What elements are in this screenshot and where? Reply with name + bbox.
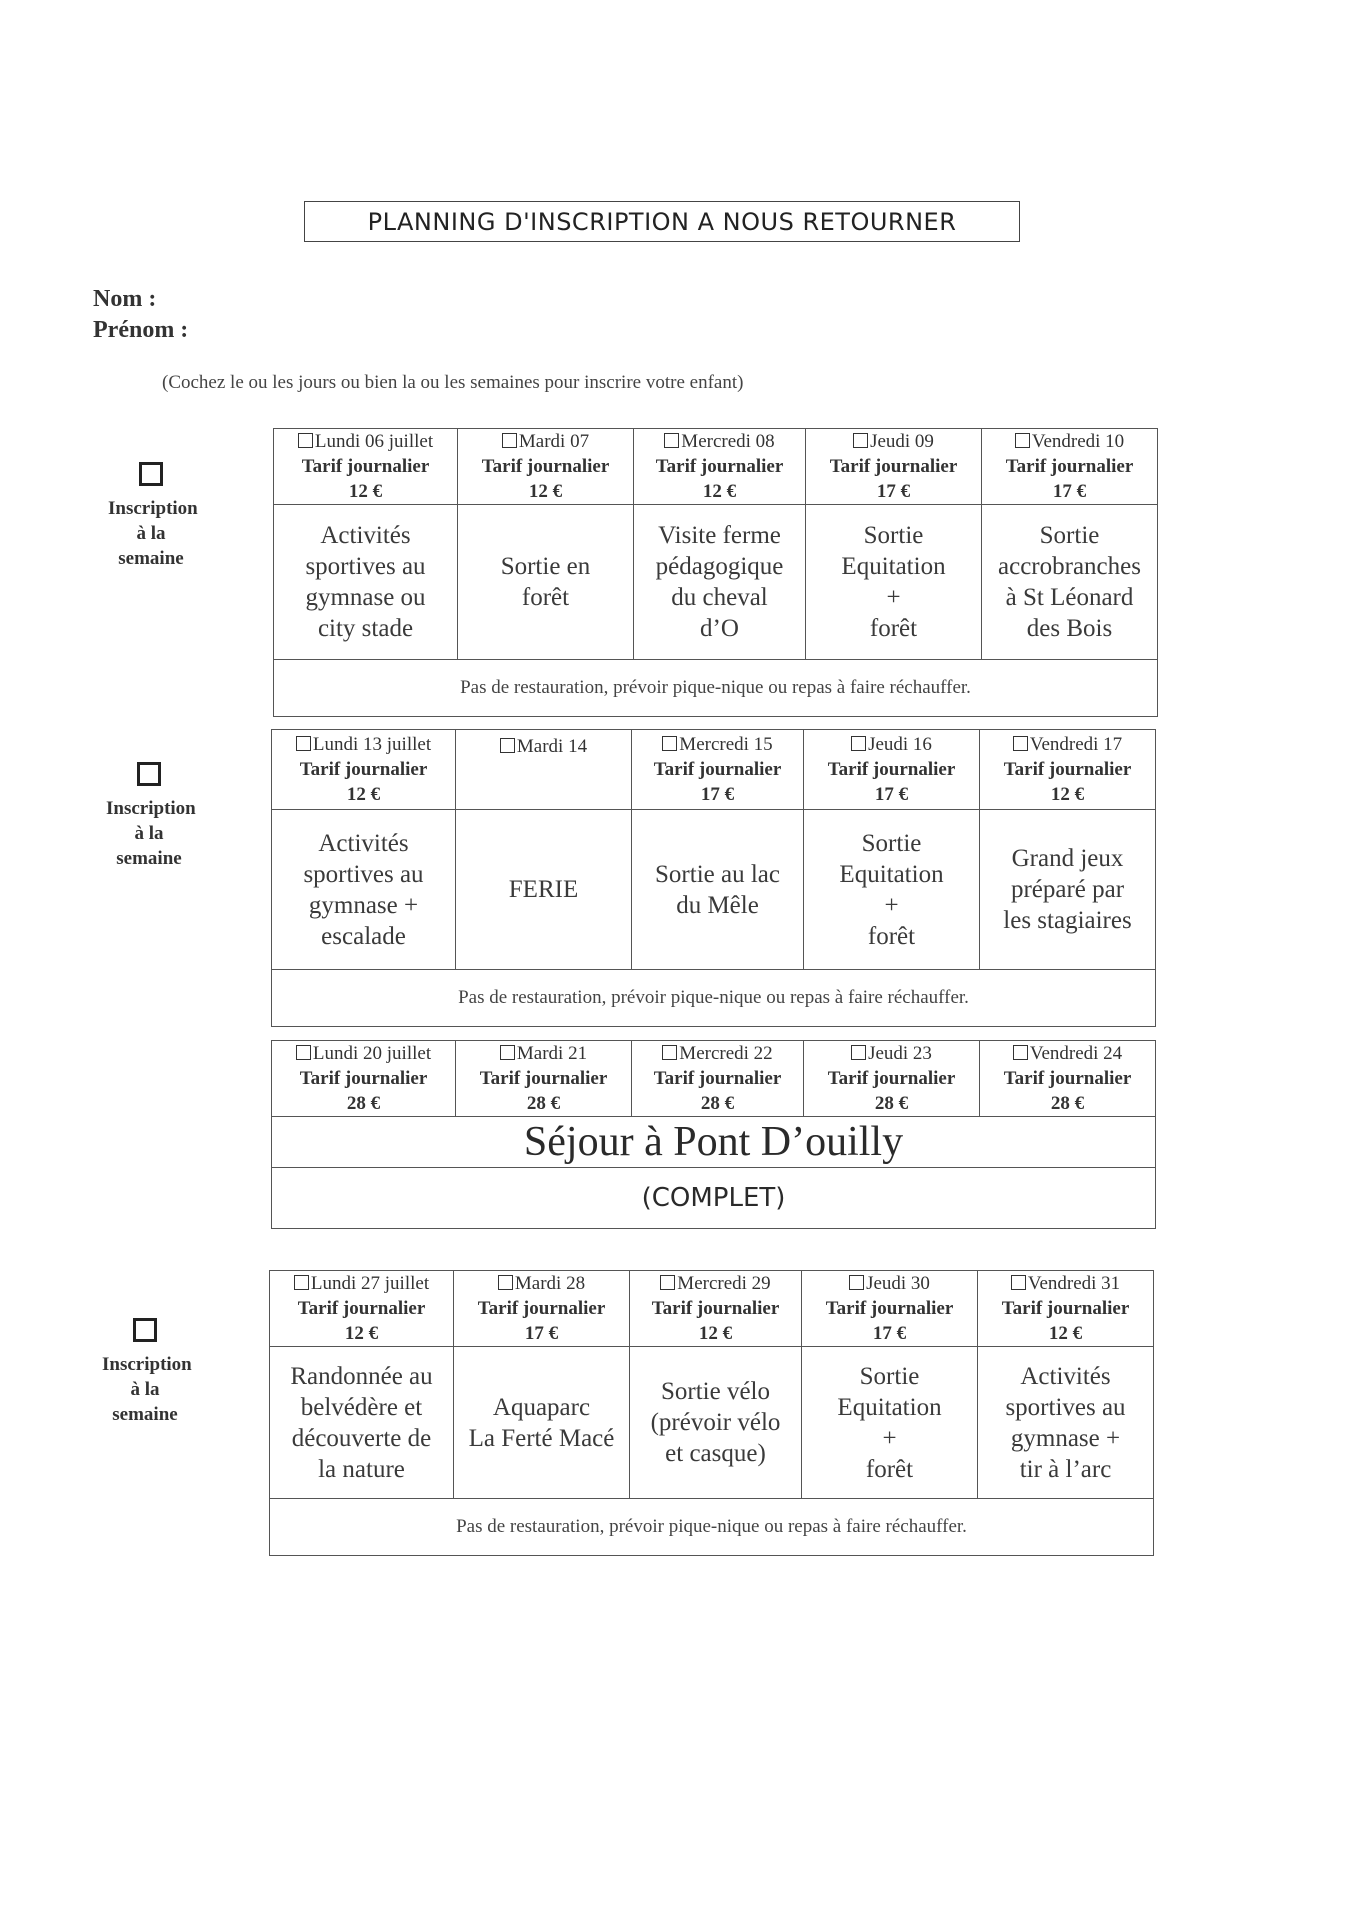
restaurant-note: Pas de restauration, prévoir pique-nique ou repas à faire réchauffer. <box>272 970 1156 1027</box>
day-header-cell[interactable] <box>804 1041 980 1117</box>
day-label: Mercredi 29 <box>677 1273 771 1294</box>
instruction-text: (Cochez le ou les jours ou bien la ou les semaines pour inscrire votre enfant) <box>162 372 744 393</box>
day-label: Mercredi 15 <box>679 734 773 755</box>
sejour-row <box>272 1117 1156 1168</box>
day-price: 28 € <box>700 1093 735 1114</box>
week-2-checkbox[interactable] <box>106 762 196 871</box>
activity-cell: Aquaparc La Ferté Macé <box>454 1347 630 1499</box>
tarif-label: Tarif journalier <box>301 456 430 477</box>
day-label: Mardi 28 <box>514 1273 586 1294</box>
day-price: 12 € <box>1050 784 1085 805</box>
day-label: Vendredi 10 <box>1031 431 1125 452</box>
day-label: Jeudi 16 <box>868 734 932 755</box>
day-header-row <box>272 1041 1156 1117</box>
activity-cell: FERIE <box>456 810 632 970</box>
day-header-cell[interactable] <box>980 730 1156 810</box>
day-price: 12 € <box>698 1323 733 1344</box>
checkbox-icon[interactable] <box>853 433 868 448</box>
day-header-cell[interactable] <box>978 1271 1154 1347</box>
activity-cell: Activités sportives au gymnase + tir à l’arc <box>978 1347 1154 1499</box>
activity-row <box>272 810 1156 970</box>
checkbox-icon[interactable] <box>137 762 161 786</box>
day-label: Jeudi 09 <box>870 431 934 452</box>
note-row <box>274 660 1158 717</box>
activity-cell: Randonnée au belvédère et découverte de la nature <box>270 1347 454 1499</box>
tarif-label: Tarif journalier <box>1003 1068 1132 1089</box>
day-price: 28 € <box>346 1093 381 1114</box>
day-header-cell[interactable] <box>804 730 980 810</box>
activity-cell: Visite ferme pédagogique du cheval d’O <box>634 505 806 660</box>
checkbox-icon[interactable] <box>662 736 677 751</box>
day-header-cell[interactable] <box>272 730 456 810</box>
day-header-cell[interactable] <box>982 429 1158 505</box>
nom-label: Nom : <box>93 286 157 312</box>
tarif-label: Tarif journalier <box>653 1068 782 1089</box>
tarif-label: Tarif journalier <box>299 759 428 780</box>
checkbox-icon[interactable] <box>849 1275 864 1290</box>
activity-cell: Activités sportives au gymnase + escalade <box>272 810 456 970</box>
prenom-label: Prénom : <box>93 317 189 343</box>
day-header-cell[interactable] <box>632 1041 804 1117</box>
activity-cell: Sortie Equitation + forêt <box>802 1347 978 1499</box>
day-header-row <box>270 1271 1154 1347</box>
activity-cell: Grand jeux préparé par les stagiaires <box>980 810 1156 970</box>
day-header-cell[interactable] <box>456 1041 632 1117</box>
checkbox-icon[interactable] <box>133 1318 157 1342</box>
tarif-label: Tarif journalier <box>653 759 782 780</box>
day-header-cell[interactable] <box>458 429 634 505</box>
tarif-label: Tarif journalier <box>477 1298 606 1319</box>
week-1-checkbox[interactable] <box>108 462 198 571</box>
day-label: Lundi 27 juillet <box>310 1273 430 1294</box>
checkbox-icon[interactable] <box>664 433 679 448</box>
complet-row <box>272 1168 1156 1229</box>
week-checkbox-label: Inscription à la semaine <box>106 798 196 869</box>
activity-row <box>274 505 1158 660</box>
day-header-cell[interactable] <box>634 429 806 505</box>
day-label: Mercredi 22 <box>679 1043 773 1064</box>
checkbox-icon[interactable] <box>502 433 517 448</box>
day-label: Vendredi 31 <box>1027 1273 1121 1294</box>
checkbox-icon[interactable] <box>1013 1045 1028 1060</box>
checkbox-icon[interactable] <box>298 433 313 448</box>
checkbox-icon[interactable] <box>296 1045 311 1060</box>
tarif-label: Tarif journalier <box>825 1298 954 1319</box>
day-label: Lundi 20 juillet <box>312 1043 432 1064</box>
day-header-cell[interactable] <box>270 1271 454 1347</box>
checkbox-icon[interactable] <box>139 462 163 486</box>
day-price: 12 € <box>348 481 383 502</box>
day-price: 12 € <box>528 481 563 502</box>
week-3-table <box>271 1040 1156 1229</box>
day-label: Mercredi 08 <box>681 431 775 452</box>
day-price: 28 € <box>526 1093 561 1114</box>
tarif-label: Tarif journalier <box>827 1068 956 1089</box>
day-label: Jeudi 30 <box>866 1273 930 1294</box>
tarif-label: Tarif journalier <box>1003 759 1132 780</box>
page-title: PLANNING D'INSCRIPTION A NOUS RETOURNER <box>304 201 1020 242</box>
tarif-label: Tarif journalier <box>655 456 784 477</box>
checkbox-icon[interactable] <box>1015 433 1030 448</box>
day-label: Vendredi 24 <box>1029 1043 1123 1064</box>
tarif-label: Tarif journalier <box>1001 1298 1130 1319</box>
day-price: 17 € <box>700 784 735 805</box>
tarif-label: Tarif journalier <box>479 1068 608 1089</box>
tarif-label: Tarif journalier <box>481 456 610 477</box>
day-price: 17 € <box>876 481 911 502</box>
day-price: 17 € <box>874 784 909 805</box>
day-price: 12 € <box>1048 1323 1083 1344</box>
note-row <box>272 970 1156 1027</box>
day-price: 17 € <box>1052 481 1087 502</box>
activity-cell: Sortie Equitation + forêt <box>806 505 982 660</box>
sejour-title: Séjour à Pont D’ouilly <box>272 1117 1156 1168</box>
checkbox-icon[interactable] <box>296 736 311 751</box>
activity-row <box>270 1347 1154 1499</box>
week-checkbox-label: Inscription à la semaine <box>108 498 198 569</box>
week-2-table <box>271 729 1156 1027</box>
day-header-cell[interactable] <box>456 730 632 810</box>
tarif-label: Tarif journalier <box>297 1298 426 1319</box>
day-label: Vendredi 17 <box>1029 734 1123 755</box>
day-price: 28 € <box>1050 1093 1085 1114</box>
checkbox-icon[interactable] <box>662 1045 677 1060</box>
week-4-table <box>269 1270 1154 1556</box>
checkbox-icon[interactable] <box>851 1045 866 1060</box>
day-label: Jeudi 23 <box>868 1043 932 1064</box>
activity-cell: Sortie au lac du Mêle <box>632 810 804 970</box>
day-price: 28 € <box>874 1093 909 1114</box>
note-row <box>270 1499 1154 1556</box>
day-header-cell[interactable] <box>274 429 458 505</box>
checkbox-icon[interactable] <box>1013 736 1028 751</box>
checkbox-icon[interactable] <box>498 1275 513 1290</box>
day-price: 12 € <box>702 481 737 502</box>
day-label: Mardi 21 <box>516 1043 588 1064</box>
day-header-row <box>274 429 1158 505</box>
day-header-cell[interactable] <box>272 1041 456 1117</box>
tarif-label: Tarif journalier <box>827 759 956 780</box>
tarif-label: Tarif journalier <box>1005 456 1134 477</box>
day-label: Mardi 14 <box>516 736 588 757</box>
day-header-cell[interactable] <box>454 1271 630 1347</box>
activity-cell: Sortie accrobranches à St Léonard des Bois <box>982 505 1158 660</box>
activity-cell: Sortie Equitation + forêt <box>804 810 980 970</box>
day-label: Lundi 13 juillet <box>312 734 432 755</box>
day-label: Lundi 06 juillet <box>314 431 434 452</box>
checkbox-icon[interactable] <box>294 1275 309 1290</box>
tarif-label: Tarif journalier <box>829 456 958 477</box>
checkbox-icon[interactable] <box>1011 1275 1026 1290</box>
day-price: 12 € <box>344 1323 379 1344</box>
activity-cell: Activités sportives au gymnase ou city stade <box>274 505 458 660</box>
checkbox-icon[interactable] <box>500 738 515 753</box>
day-header-cell[interactable] <box>632 730 804 810</box>
complet-status: (COMPLET) <box>272 1168 1156 1229</box>
week-checkbox-label: Inscription à la semaine <box>102 1354 192 1425</box>
restaurant-note: Pas de restauration, prévoir pique-nique ou repas à faire réchauffer. <box>274 660 1158 717</box>
day-header-row <box>272 730 1156 810</box>
checkbox-icon[interactable] <box>500 1045 515 1060</box>
activity-cell: Sortie vélo (prévoir vélo et casque) <box>630 1347 802 1499</box>
day-header-cell[interactable] <box>980 1041 1156 1117</box>
day-header-cell[interactable] <box>802 1271 978 1347</box>
week-1-table <box>273 428 1158 717</box>
checkbox-icon[interactable] <box>851 736 866 751</box>
tarif-label: Tarif journalier <box>651 1298 780 1319</box>
restaurant-note: Pas de restauration, prévoir pique-nique ou repas à faire réchauffer. <box>270 1499 1154 1556</box>
day-header-cell[interactable] <box>806 429 982 505</box>
day-price: 12 € <box>346 784 381 805</box>
day-price: 17 € <box>524 1323 559 1344</box>
day-label: Mardi 07 <box>518 431 590 452</box>
checkbox-icon[interactable] <box>660 1275 675 1290</box>
day-header-cell[interactable] <box>630 1271 802 1347</box>
day-price: 17 € <box>872 1323 907 1344</box>
tarif-label: Tarif journalier <box>299 1068 428 1089</box>
week-4-checkbox[interactable] <box>102 1318 192 1427</box>
activity-cell: Sortie en forêt <box>458 505 634 660</box>
